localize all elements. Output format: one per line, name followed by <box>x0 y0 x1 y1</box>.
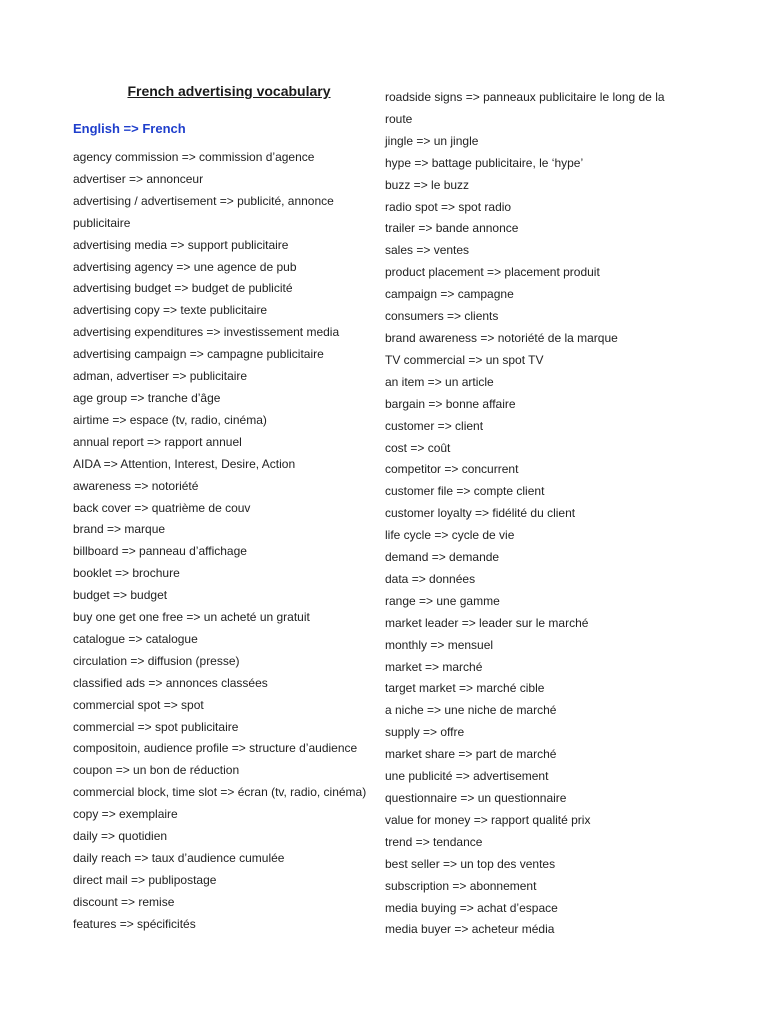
vocabulary-entry: data => données <box>385 571 476 586</box>
vocabulary-entry: questionnaire => un questionnaire <box>385 791 567 805</box>
vocabulary-entry: back cover => quatrième de couv <box>73 500 251 515</box>
vocabulary-entry: customer => client <box>385 418 484 433</box>
vocabulary-entry: bargain => bonne affaire <box>385 396 516 411</box>
vocabulary-entry: advertising agency => une agence de pub <box>73 259 297 274</box>
vocabulary-entry: circulation => diffusion (presse) <box>73 653 240 668</box>
vocabulary-entry: customer loyalty => fidélité du client <box>385 506 576 521</box>
vocabulary-entry: advertising / advertisement => publicité, annonce publicitaire <box>73 193 334 230</box>
vocabulary-entry: trailer => bande annonce <box>385 221 519 236</box>
vocabulary-entry: commercial block, time slot => écran (tv, radio, cinéma) <box>73 785 367 800</box>
vocabulary-entry: market share => part de marché <box>385 747 557 762</box>
page-title: French advertising vocabulary <box>127 83 331 99</box>
vocabulary-entry: radio spot => spot radio <box>385 199 512 214</box>
vocabulary-entry: demand => demande <box>385 550 500 565</box>
vocabulary-entry: brand awareness => notoriété de la marque <box>385 330 618 345</box>
vocabulary-entry: best seller => un top des ventes <box>385 856 556 871</box>
vocabulary-entry: media buyer => acheteur média <box>385 922 555 937</box>
vocabulary-entry: coupon => un bon de réduction <box>73 763 240 778</box>
vocabulary-entry: adman, advertiser => publicitaire <box>73 369 248 384</box>
vocabulary-entry: subscription => abonnement <box>385 878 537 893</box>
vocabulary-entry: a niche => une niche de marché <box>385 703 557 718</box>
vocabulary-entry: value for money => rapport qualité prix <box>385 812 591 827</box>
vocabulary-entry: commercial => spot publicitaire <box>73 719 239 734</box>
vocabulary-entry: market => marché <box>385 659 483 674</box>
vocabulary-list-left <box>73 147 383 936</box>
vocabulary-entry: copy => exemplaire <box>73 807 178 822</box>
vocabulary-entry: TV commercial => un spot TV <box>385 352 544 367</box>
vocabulary-entry: monthly => mensuel <box>385 637 494 652</box>
vocabulary-entry: roadside signs => panneaux publicitaire le long de la route <box>385 90 665 126</box>
direction-heading: English => French <box>73 121 186 136</box>
vocabulary-entry: consumers => clients <box>385 309 499 324</box>
vocabulary-entry: direct mail => publipostage <box>73 872 217 887</box>
vocabulary-entry: billboard => panneau d’affichage <box>73 544 247 559</box>
vocabulary-entry: buy one get one free => un acheté un gratuit <box>73 610 310 625</box>
vocabulary-entry: trend => tendance <box>385 834 483 849</box>
vocabulary-entry: une publicité => advertisement <box>385 769 549 784</box>
vocabulary-entry: AIDA => Attention, Interest, Desire, Action <box>73 456 296 471</box>
vocabulary-entry: product placement => placement produit <box>385 265 600 280</box>
vocabulary-entry: features => spécificités <box>73 916 196 931</box>
vocabulary-entry: hype => battage publicitaire, le ‘hype’ <box>385 155 584 170</box>
vocabulary-entry: airtime => espace (tv, radio, cinéma) <box>73 412 267 427</box>
vocabulary-entry: market leader => leader sur le marché <box>385 615 589 630</box>
vocabulary-entry: daily => quotidien <box>73 829 168 844</box>
vocabulary-list-right <box>385 87 695 941</box>
vocabulary-entry: supply => offre <box>385 725 465 740</box>
vocabulary-entry: commercial spot => spot <box>73 697 204 712</box>
vocabulary-entry: campaign => campagne <box>385 287 514 302</box>
vocabulary-entry: compositoin, audience profile => structure d’audience <box>73 741 358 756</box>
vocabulary-entry: agency commission => commission d’agence <box>73 150 315 164</box>
vocabulary-entry: awareness => notoriété <box>73 478 199 493</box>
vocabulary-entry: age group => tranche d’âge <box>73 390 221 405</box>
vocabulary-entry: advertising campaign => campagne publicitaire <box>73 347 324 362</box>
vocabulary-entry: customer file => compte client <box>385 484 545 499</box>
vocabulary-entry: brand => marque <box>73 522 166 537</box>
vocabulary-entry: advertiser => annonceur <box>73 171 204 186</box>
vocabulary-entry: advertising copy => texte publicitaire <box>73 303 268 318</box>
vocabulary-entry: media buying => achat d’espace <box>385 900 558 915</box>
vocabulary-entry: jingle => un jingle <box>385 133 479 148</box>
vocabulary-entry: advertising media => support publicitaire <box>73 237 289 252</box>
vocabulary-entry: target market => marché cible <box>385 681 545 696</box>
vocabulary-entry: daily reach => taux d’audience cumulée <box>73 851 285 865</box>
vocabulary-entry: cost => coût <box>385 440 451 455</box>
vocabulary-entry: life cycle => cycle de vie <box>385 528 515 543</box>
vocabulary-entry: booklet => brochure <box>73 566 180 581</box>
vocabulary-entry: annual report => rapport annuel <box>73 434 242 449</box>
vocabulary-entry: classified ads => annonces classées <box>73 675 268 690</box>
vocabulary-entry: advertising expenditures => investissement media <box>73 325 340 340</box>
vocabulary-entry: buzz => le buzz <box>385 177 470 192</box>
vocabulary-entry: sales => ventes <box>385 243 470 258</box>
vocabulary-entry: advertising budget => budget de publicité <box>73 281 293 296</box>
vocabulary-entry: discount => remise <box>73 894 175 909</box>
vocabulary-entry: range => une gamme <box>385 593 500 608</box>
vocabulary-entry: competitor => concurrent <box>385 462 519 477</box>
vocabulary-entry: catalogue => catalogue <box>73 631 198 646</box>
vocabulary-entry: budget => budget <box>73 588 168 603</box>
vocabulary-entry: an item => un article <box>385 374 494 389</box>
